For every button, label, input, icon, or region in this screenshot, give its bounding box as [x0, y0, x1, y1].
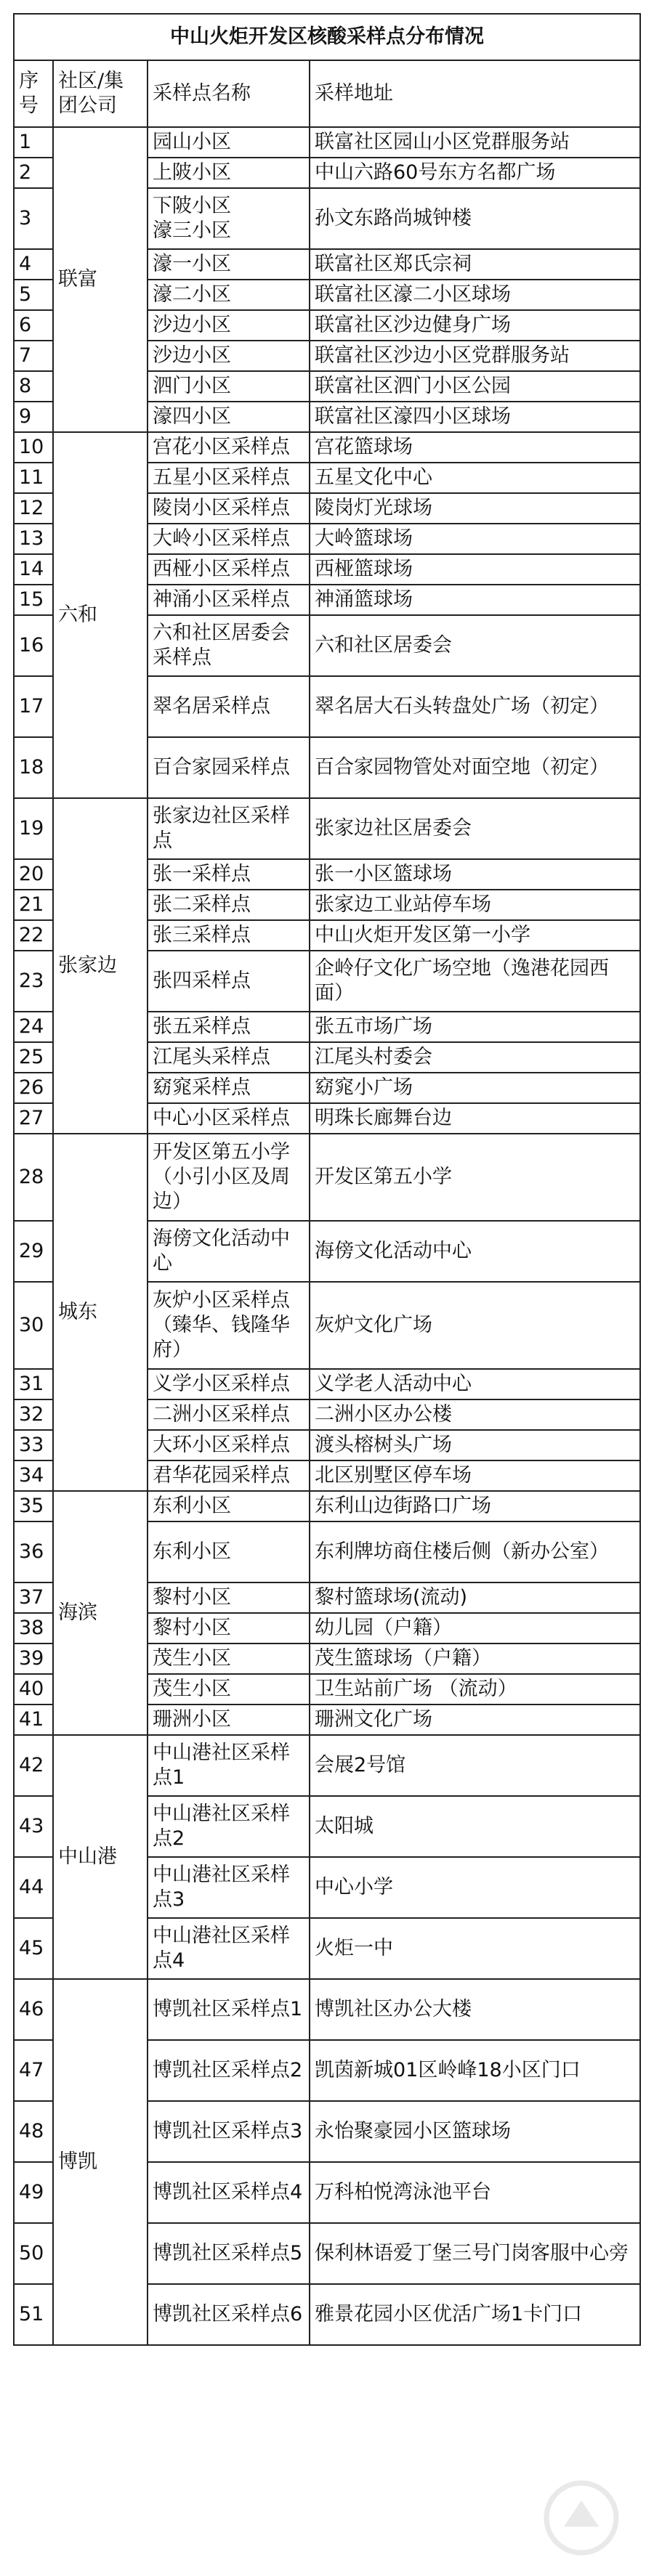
site-address: 中心小学: [310, 1857, 640, 1918]
site-address: 二洲小区办公楼: [310, 1399, 640, 1430]
site-name: 博凯社区采样点6: [148, 2284, 310, 2345]
row-index: 49: [14, 2162, 53, 2223]
header-index: 序号: [14, 60, 53, 127]
site-address: 联富社区郑氏宗祠: [310, 249, 640, 280]
site-address: 五星文化中心: [310, 463, 640, 493]
site-address: 企岭仔文化广场空地（逸港花园西面）: [310, 951, 640, 1012]
table-title: 中山火炬开发区核酸采样点分布情况: [14, 14, 640, 60]
row-index: 23: [14, 951, 53, 1012]
row-index: 34: [14, 1460, 53, 1491]
header-site-name: 采样点名称: [148, 60, 310, 127]
site-address: 张一小区篮球场: [310, 859, 640, 890]
row-index: 39: [14, 1643, 53, 1674]
row-index: 26: [14, 1073, 53, 1103]
site-address: 张家边工业站停车场: [310, 890, 640, 920]
site-name: 东利小区: [148, 1491, 310, 1521]
site-address: 张五市场广场: [310, 1012, 640, 1042]
site-address: 北区别墅区停车场: [310, 1460, 640, 1491]
row-index: 31: [14, 1369, 53, 1399]
row-index: 33: [14, 1430, 53, 1460]
row-index: 35: [14, 1491, 53, 1521]
site-name: 东利小区: [148, 1521, 310, 1582]
row-index: 21: [14, 890, 53, 920]
site-address: 开发区第五小学: [310, 1134, 640, 1221]
site-name: 张四采样点: [148, 951, 310, 1012]
watermark-logo: [538, 2474, 625, 2561]
row-index: 22: [14, 920, 53, 951]
site-name: 灰炉小区采样点（臻华、钱隆华府）: [148, 1282, 310, 1369]
site-address: 会展2号馆: [310, 1735, 640, 1796]
site-address: 幼儿园（户籍）: [310, 1613, 640, 1643]
site-address: 联富社区泗门小区公园: [310, 371, 640, 402]
site-name: 博凯社区采样点2: [148, 2040, 310, 2101]
community-cell: 城东: [53, 1134, 148, 1491]
site-name: 张三采样点: [148, 920, 310, 951]
row-index: 12: [14, 493, 53, 524]
site-address: 东利牌坊商住楼后侧（新办公室）: [310, 1521, 640, 1582]
site-address: 保利林语爱丁堡三号门岗客服中心旁: [310, 2223, 640, 2284]
site-address: 灰炉文化广场: [310, 1282, 640, 1369]
site-name: 六和社区居委会采样点: [148, 615, 310, 676]
site-name: 沙边小区: [148, 341, 310, 371]
row-index: 27: [14, 1103, 53, 1134]
row-index: 4: [14, 249, 53, 280]
community-cell: 博凯: [53, 1979, 148, 2345]
row-index: 6: [14, 310, 53, 341]
site-address: 联富社区沙边健身广场: [310, 310, 640, 341]
site-name: 上陂小区: [148, 158, 310, 188]
site-name: 江尾头采样点: [148, 1042, 310, 1073]
row-index: 42: [14, 1735, 53, 1796]
site-name: 五星小区采样点: [148, 463, 310, 493]
row-index: 43: [14, 1796, 53, 1857]
site-address: 宫花篮球场: [310, 432, 640, 463]
row-index: 50: [14, 2223, 53, 2284]
row-index: 24: [14, 1012, 53, 1042]
site-name: 开发区第五小学（小引小区及周边）: [148, 1134, 310, 1221]
site-address: 联富社区园山小区党群服务站: [310, 127, 640, 158]
site-name: 茂生小区: [148, 1643, 310, 1674]
site-address: 珊洲文化广场: [310, 1705, 640, 1735]
row-index: 14: [14, 554, 53, 585]
table-row: [14, 1491, 640, 1521]
site-name: 中山港社区采样点4: [148, 1918, 310, 1979]
site-name: 濠一小区: [148, 249, 310, 280]
row-index: 48: [14, 2101, 53, 2162]
table-row: [14, 1735, 640, 1796]
row-index: 5: [14, 280, 53, 310]
site-address: 联富社区沙边小区党群服务站: [310, 341, 640, 371]
site-address: 茂生篮球场（户籍）: [310, 1643, 640, 1674]
row-index: 1: [14, 127, 53, 158]
site-address: 东利山边街路口广场: [310, 1491, 640, 1521]
row-index: 51: [14, 2284, 53, 2345]
row-index: 9: [14, 402, 53, 432]
site-name: 宫花小区采样点: [148, 432, 310, 463]
row-index: 29: [14, 1221, 53, 1282]
site-name: 神涌小区采样点: [148, 585, 310, 615]
site-address: 万科柏悦湾泳池平台: [310, 2162, 640, 2223]
table-row: [14, 798, 640, 859]
site-name: 黎村小区: [148, 1613, 310, 1643]
site-address: 中山六路60号东方名都广场: [310, 158, 640, 188]
site-address: 黎村篮球场(流动): [310, 1582, 640, 1613]
row-index: 44: [14, 1857, 53, 1918]
community-cell: 联富: [53, 127, 148, 432]
site-name: 海傍文化活动中心: [148, 1221, 310, 1282]
site-name: 博凯社区采样点4: [148, 2162, 310, 2223]
site-name: 博凯社区采样点3: [148, 2101, 310, 2162]
site-address: 永怡聚豪园小区篮球场: [310, 2101, 640, 2162]
site-address: 雅景花园小区优活广场1卡门口: [310, 2284, 640, 2345]
row-index: 3: [14, 188, 53, 249]
site-name: 中山港社区采样点1: [148, 1735, 310, 1796]
community-cell: 张家边: [53, 798, 148, 1134]
site-name: 二洲小区采样点: [148, 1399, 310, 1430]
table-row: [14, 1979, 640, 2040]
site-address: 火炬一中: [310, 1918, 640, 1979]
site-name: 大环小区采样点: [148, 1430, 310, 1460]
site-address: 翠名居大石头转盘处广场（初定）: [310, 676, 640, 737]
header-community: 社区/集团公司: [53, 60, 148, 127]
site-address: 江尾头村委会: [310, 1042, 640, 1073]
community-cell: 中山港: [53, 1735, 148, 1979]
row-index: 47: [14, 2040, 53, 2101]
site-address: 张家边社区居委会: [310, 798, 640, 859]
site-name: 珊洲小区: [148, 1705, 310, 1735]
site-name: 沙边小区: [148, 310, 310, 341]
site-address: 凯茵新城01区岭峰18小区门口: [310, 2040, 640, 2101]
row-index: 28: [14, 1134, 53, 1221]
site-name: 濠四小区: [148, 402, 310, 432]
table-row: [14, 1134, 640, 1221]
site-address: 中山火炬开发区第一小学: [310, 920, 640, 951]
row-index: 11: [14, 463, 53, 493]
community-cell: 海滨: [53, 1491, 148, 1735]
site-address: 大岭篮球场: [310, 524, 640, 554]
row-index: 38: [14, 1613, 53, 1643]
site-name: 西桠小区采样点: [148, 554, 310, 585]
site-name: 濠二小区: [148, 280, 310, 310]
row-index: 10: [14, 432, 53, 463]
site-name: 窈窕采样点: [148, 1073, 310, 1103]
site-name: 茂生小区: [148, 1674, 310, 1705]
site-address: 六和社区居委会: [310, 615, 640, 676]
site-name: 张家边社区采样点: [148, 798, 310, 859]
site-address: 海傍文化活动中心: [310, 1221, 640, 1282]
site-address: 明珠长廊舞台边: [310, 1103, 640, 1134]
table-body: [14, 127, 640, 2345]
row-index: 13: [14, 524, 53, 554]
row-index: 8: [14, 371, 53, 402]
sampling-sites-table: [13, 13, 641, 2346]
site-name: 中山港社区采样点3: [148, 1857, 310, 1918]
site-address: 孙文东路尚城钟楼: [310, 188, 640, 249]
site-address: 百合家园物管处对面空地（初定）: [310, 737, 640, 798]
site-address: 联富社区濠四小区球场: [310, 402, 640, 432]
row-index: 41: [14, 1705, 53, 1735]
community-cell: 六和: [53, 432, 148, 798]
row-index: 18: [14, 737, 53, 798]
site-name: 中心小区采样点: [148, 1103, 310, 1134]
row-index: 25: [14, 1042, 53, 1073]
site-name: 张二采样点: [148, 890, 310, 920]
site-name: 翠名居采样点: [148, 676, 310, 737]
row-index: 16: [14, 615, 53, 676]
row-index: 36: [14, 1521, 53, 1582]
row-index: 20: [14, 859, 53, 890]
site-address: 西桠篮球场: [310, 554, 640, 585]
site-name: 陵岗小区采样点: [148, 493, 310, 524]
row-index: 17: [14, 676, 53, 737]
table-row: [14, 432, 640, 463]
table-row: [14, 127, 640, 158]
site-name: 张五采样点: [148, 1012, 310, 1042]
site-name: 义学小区采样点: [148, 1369, 310, 1399]
site-name: 君华花园采样点: [148, 1460, 310, 1491]
row-index: 30: [14, 1282, 53, 1369]
header-site-address: 采样地址: [310, 60, 640, 127]
site-address: 义学老人活动中心: [310, 1369, 640, 1399]
site-name: 园山小区: [148, 127, 310, 158]
row-index: 37: [14, 1582, 53, 1613]
row-index: 19: [14, 798, 53, 859]
site-address: 渡头榕树头广场: [310, 1430, 640, 1460]
row-index: 15: [14, 585, 53, 615]
row-index: 40: [14, 1674, 53, 1705]
site-name: 百合家园采样点: [148, 737, 310, 798]
site-address: 太阳城: [310, 1796, 640, 1857]
row-index: 32: [14, 1399, 53, 1430]
site-address: 陵岗灯光球场: [310, 493, 640, 524]
site-address: 窈窕小广场: [310, 1073, 640, 1103]
row-index: 46: [14, 1979, 53, 2040]
site-address: 神涌篮球场: [310, 585, 640, 615]
site-address: 联富社区濠二小区球场: [310, 280, 640, 310]
site-name: 博凯社区采样点5: [148, 2223, 310, 2284]
site-name: 中山港社区采样点2: [148, 1796, 310, 1857]
site-name: 下陂小区 濠三小区: [148, 188, 310, 249]
row-index: 45: [14, 1918, 53, 1979]
site-name: 黎村小区: [148, 1582, 310, 1613]
site-name: 张一采样点: [148, 859, 310, 890]
site-name: 泗门小区: [148, 371, 310, 402]
site-name: 博凯社区采样点1: [148, 1979, 310, 2040]
row-index: 7: [14, 341, 53, 371]
site-name: 大岭小区采样点: [148, 524, 310, 554]
row-index: 2: [14, 158, 53, 188]
site-address: 博凯社区办公大楼: [310, 1979, 640, 2040]
site-address: 卫生站前广场 （流动）: [310, 1674, 640, 1705]
